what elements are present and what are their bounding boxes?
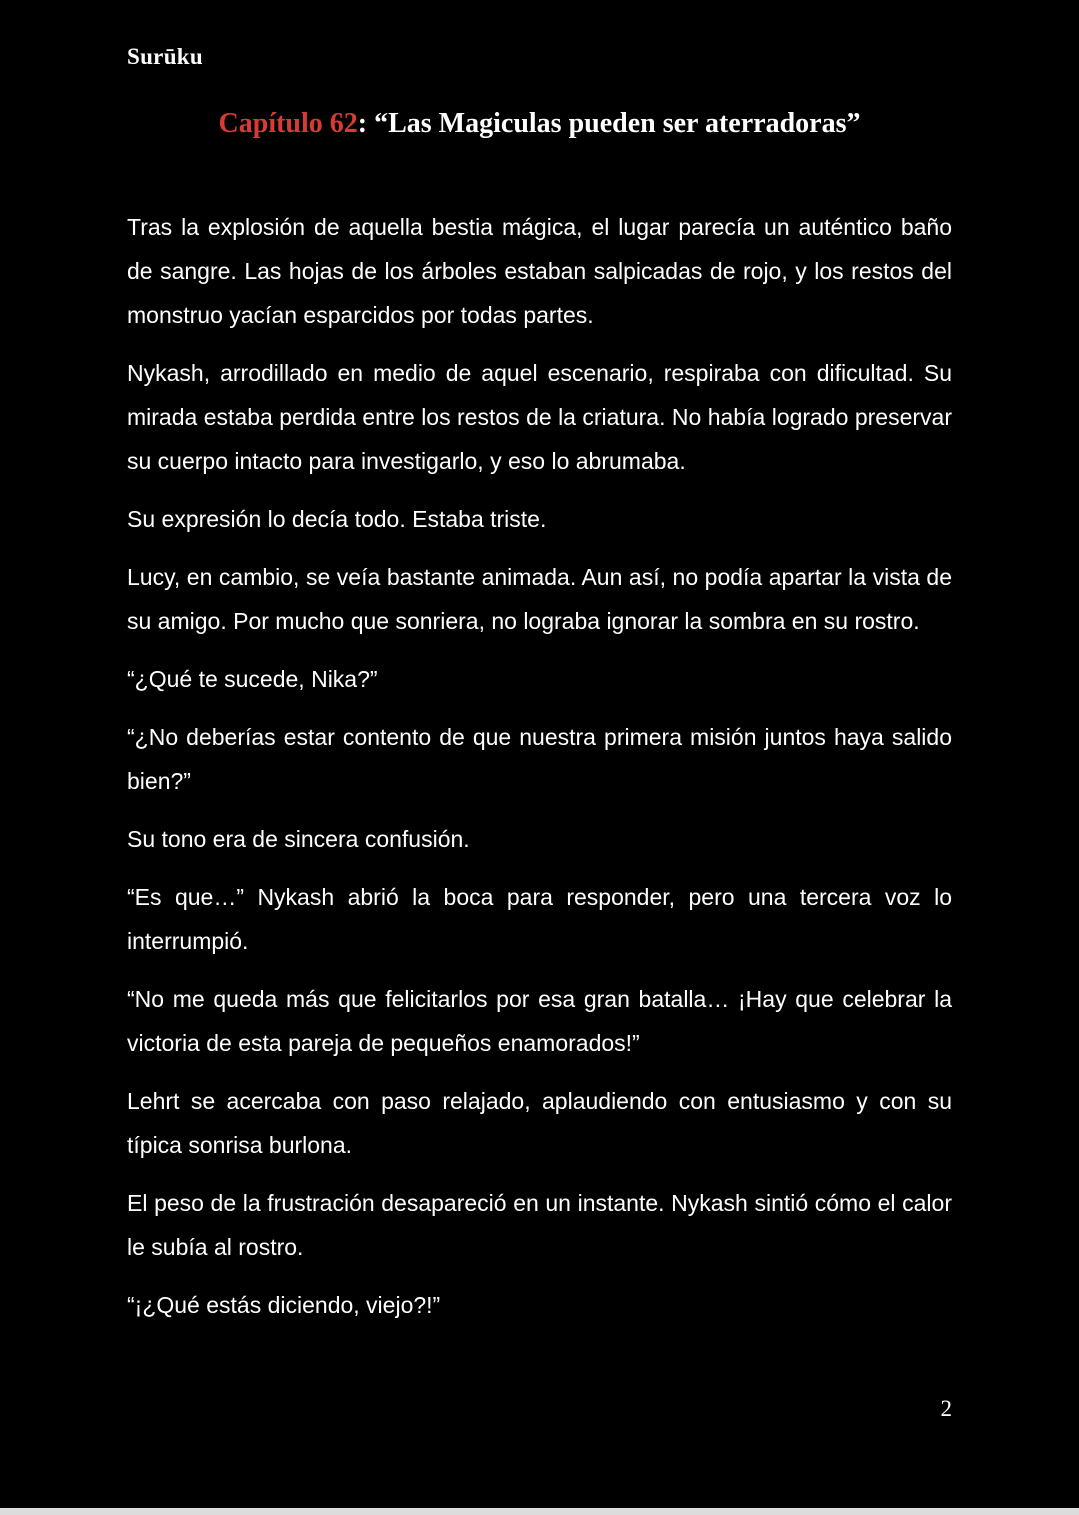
paragraph: Su tono era de sincera confusión.	[127, 826, 470, 852]
header-author: Surūku	[127, 44, 203, 69]
chapter-label: Capítulo 62	[218, 108, 358, 139]
paragraph: El peso de la frustración desapareció en un instante. Nykash sintió cómo el calor le subía al rostro.	[127, 1190, 952, 1260]
page-bottom-edge	[0, 1508, 1079, 1515]
paragraph: “¡¿Qué estás diciendo, viejo?!”	[127, 1292, 441, 1318]
chapter-title	[0, 108, 1079, 140]
body-text	[127, 205, 952, 1341]
paragraph: “¿Qué te sucede, Nika?”	[127, 666, 378, 692]
paragraph: Nykash, arrodillado en medio de aquel escenario, respiraba con dificultad. Su mirada estaba perdida entre los restos de la criatura. No había logrado preservar su cuerpo intacto para investigarlo, y eso lo abrumaba.	[127, 360, 952, 474]
paragraph: Su expresión lo decía todo. Estaba triste.	[127, 506, 547, 532]
paragraph: Lucy, en cambio, se veía bastante animada. Aun así, no podía apartar la vista de su amigo. Por mucho que sonriera, no lograba ignorar la sombra en su rostro.	[127, 564, 952, 634]
paragraph: “¿No deberías estar contento de que nuestra primera misión juntos haya salido bien?”	[127, 724, 952, 794]
paragraph: “Es que…” Nykash abrió la boca para responder, pero una tercera voz lo interrumpió.	[127, 884, 952, 954]
paragraph: Lehrt se acercaba con paso relajado, aplaudiendo con entusiasmo y con su típica sonrisa burlona.	[127, 1088, 952, 1158]
chapter-title-text: “Las Magiculas pueden ser aterradoras”	[374, 108, 861, 139]
chapter-separator: :	[357, 108, 375, 139]
paragraph: Tras la explosión de aquella bestia mágica, el lugar parecía un auténtico baño de sangre. Las hojas de los árboles estaban salpicadas de rojo, y los restos del monstruo yacían esparcidos por todas partes.	[127, 214, 952, 328]
page-number: 2	[940, 1396, 952, 1421]
paragraph: “No me queda más que felicitarlos por esa gran batalla… ¡Hay que celebrar la victoria de esta pareja de pequeños enamorados!”	[127, 986, 952, 1056]
